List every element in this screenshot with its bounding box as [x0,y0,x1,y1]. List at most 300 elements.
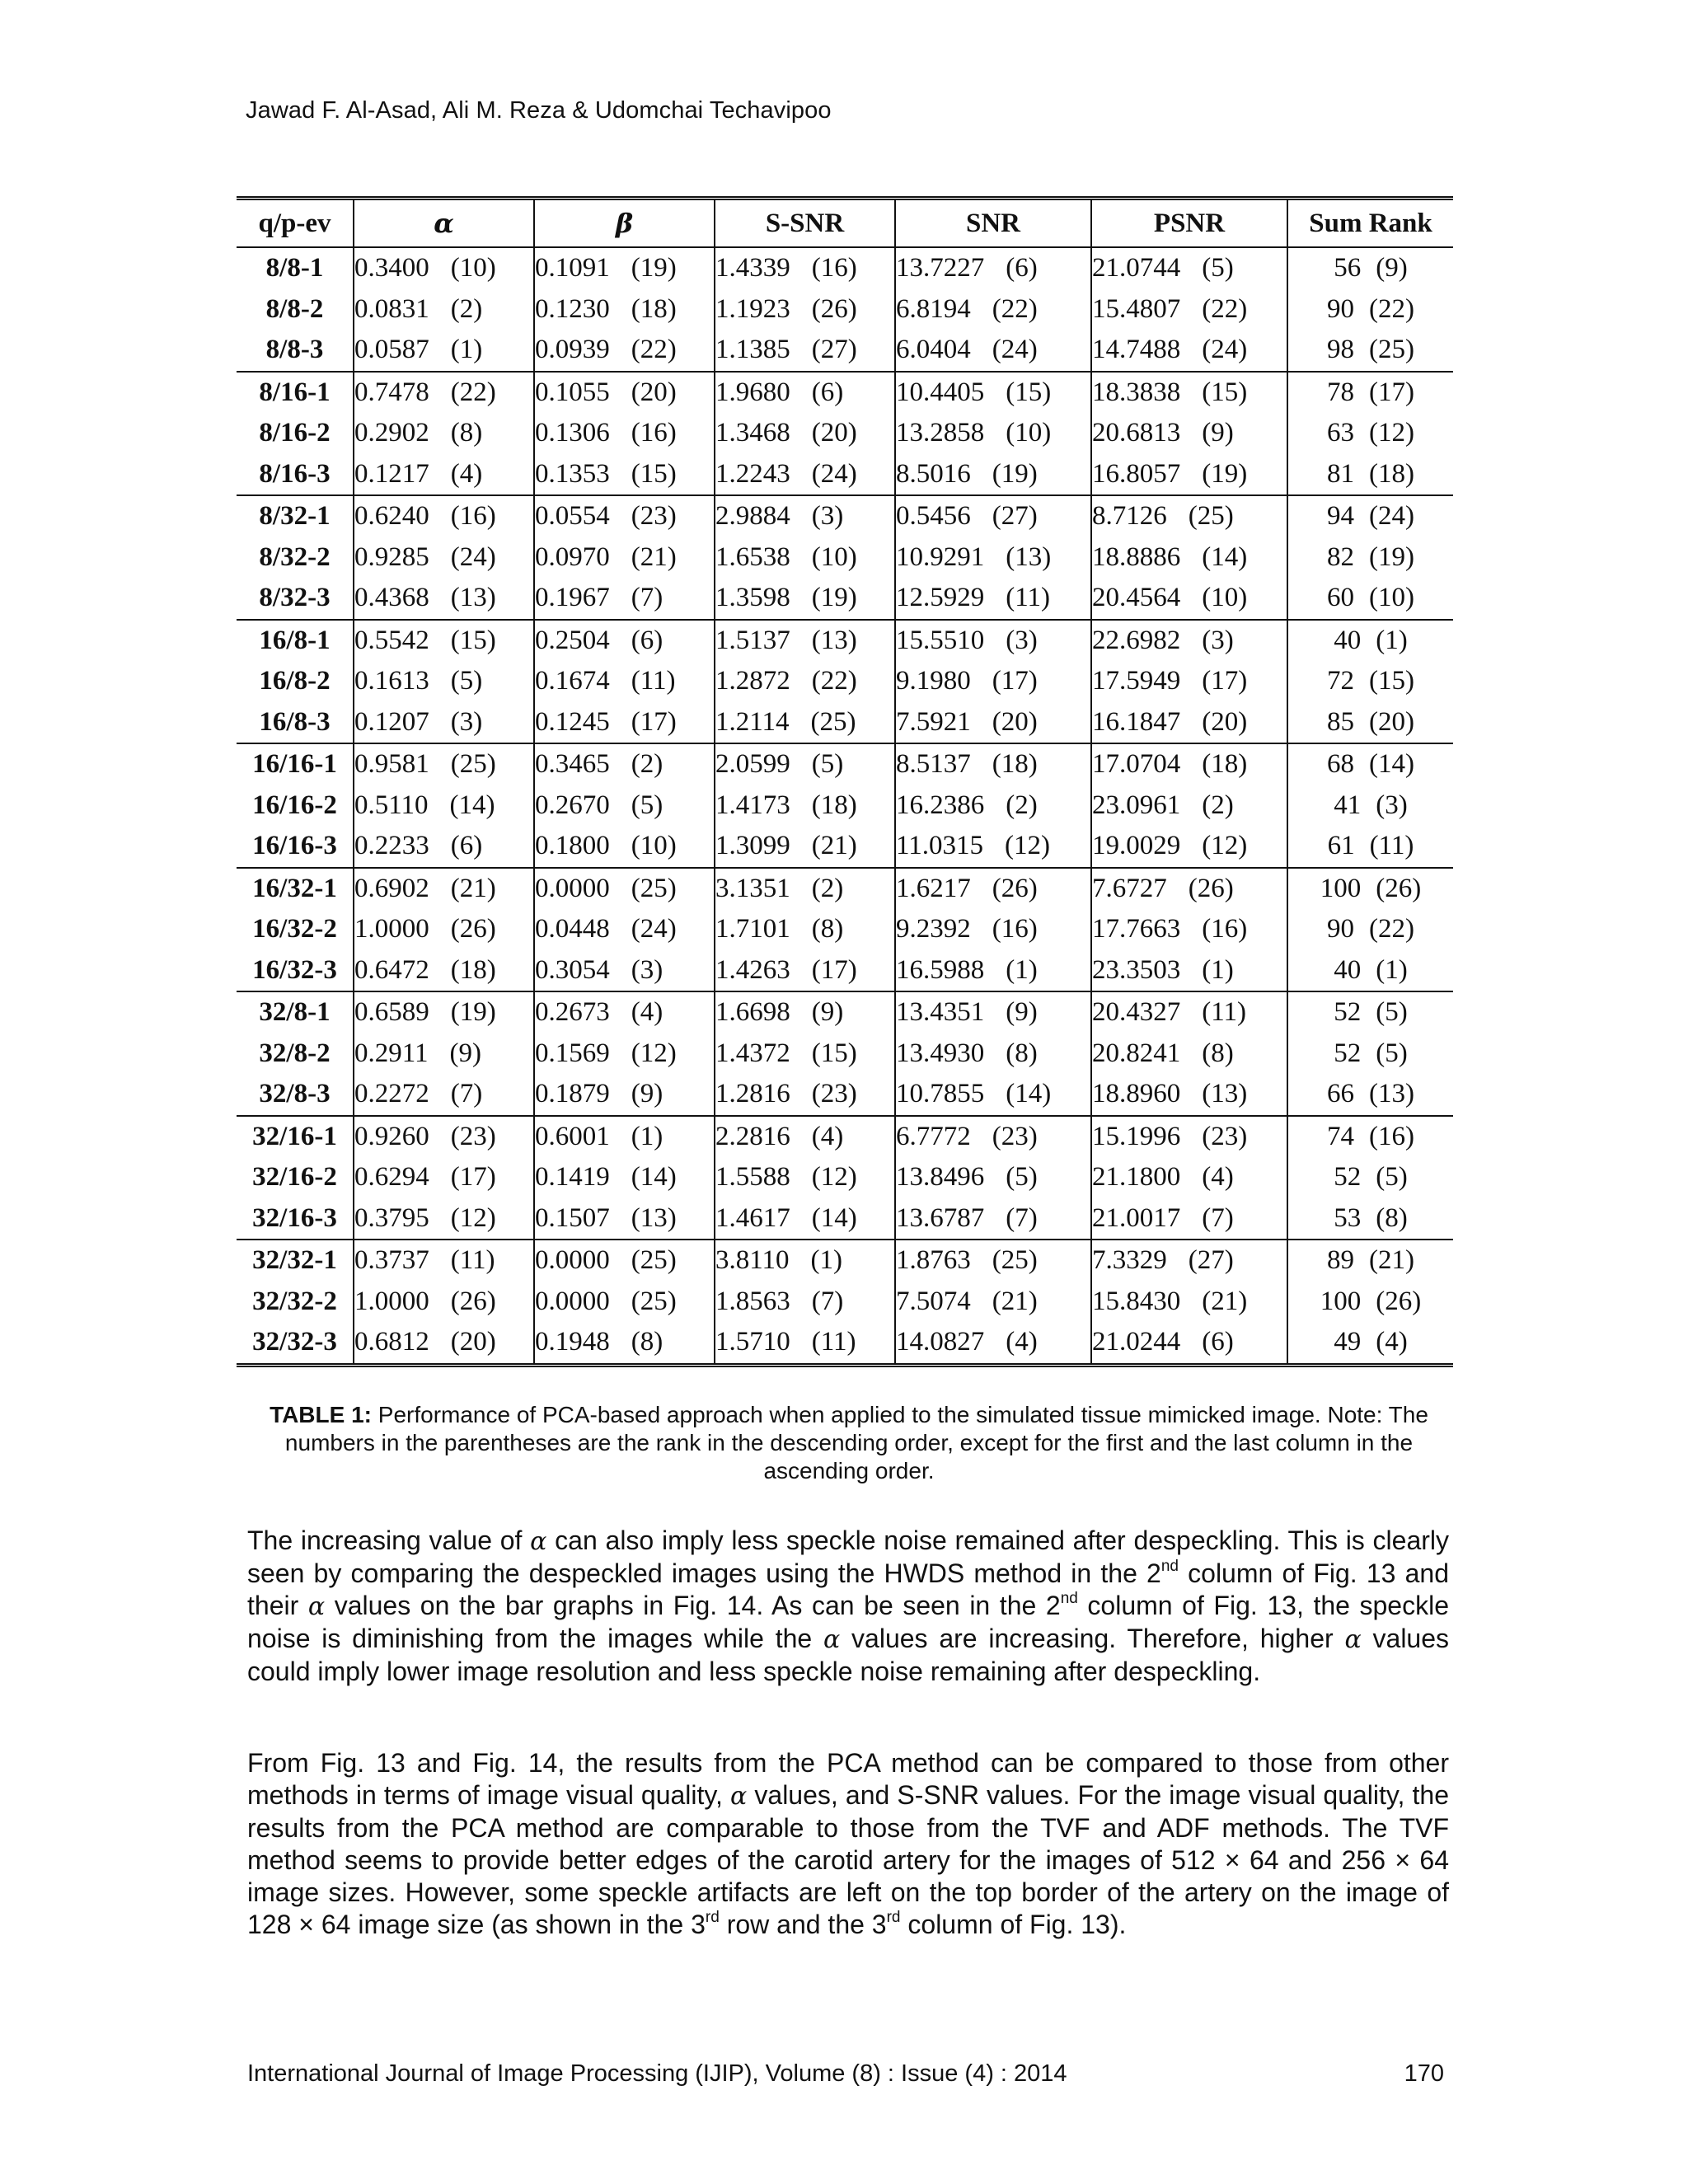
s-snr-cell [715,950,895,992]
cell-value: 89 [1327,1245,1354,1276]
row-label: 8/16-1 [237,372,354,414]
cell-value: 1.3099 [715,831,790,861]
row-label: 16/32-3 [252,954,337,985]
snr-cell [895,950,1091,992]
cell-rank: (18) [811,790,857,820]
row-label: 16/32-1 [237,868,354,910]
row-label: 32/8-1 [237,991,354,1033]
cell-value: 1.5137 [715,625,790,655]
cell-rank: (6) [450,831,483,861]
table-row [237,1116,1453,1158]
psnr-cell [1091,661,1287,702]
cell-value: 40 [1334,625,1362,655]
cell-value: 0.1217 [354,458,429,489]
journal-citation: International Journal of Image Processing (IJIP), Volume (8) : Issue (4) : 2014 [247,2060,1067,2087]
sum-rank-cell [1287,743,1453,785]
cell-rank: (21) [1202,1286,1248,1316]
sum-rank-cell [1287,1074,1453,1116]
sum-rank-cell [1287,289,1453,330]
col-header-sum-rank: Sum Rank [1287,199,1453,248]
sum-rank-cell [1287,826,1453,868]
snr-cell [895,1116,1091,1158]
table-row [237,1240,1453,1282]
cell-value: 7.5074 [896,1286,971,1316]
cell-rank: (2) [1202,790,1234,820]
beta-cell [534,1157,715,1198]
cell-rank: (15) [1202,377,1248,407]
superscript-nd: nd [1160,1558,1179,1575]
cell-rank: (23) [631,501,677,532]
snr-cell [895,868,1091,910]
s-snr-cell [715,1282,895,1323]
cell-value: 78 [1327,377,1354,407]
cell-rank: (5) [1376,1038,1408,1068]
cell-rank: (14) [1202,541,1248,572]
snr-cell [895,909,1091,950]
col-header-beta [534,199,715,248]
cell-value: 49 [1334,1327,1362,1357]
table-row [237,1157,1453,1198]
snr-cell [895,702,1091,744]
cell-rank: (8) [631,1327,663,1357]
s-snr-cell [715,743,895,785]
cell-rank: (22) [1202,293,1248,324]
cell-value: 0.0831 [354,293,429,324]
cell-rank: (4) [1376,1327,1408,1357]
cell-value: 2.2816 [715,1121,790,1151]
cell-value: 1.0000 [354,914,429,944]
cell-rank: (10) [631,831,677,861]
cell-value: 0.0000 [535,1286,610,1316]
cell-value: 0.2911 [354,1038,429,1068]
alpha-cell [354,1074,534,1116]
table-row [237,413,1453,454]
cell-rank: (26) [1376,1286,1422,1316]
cell-value: 0.9260 [354,1121,429,1151]
psnr-cell [1091,495,1287,537]
table-caption [247,1401,1451,1485]
cell-rank: (5) [1376,997,1408,1028]
alpha-symbol: α [307,1592,326,1621]
cell-value: 0.3737 [354,1245,429,1276]
cell-value: 1.0000 [354,1286,429,1316]
snr-cell [895,454,1091,496]
cell-value: 1.9680 [715,377,790,407]
cell-rank: (23) [1202,1121,1248,1151]
cell-rank: (24) [992,335,1038,365]
cell-value: 3.8110 [715,1245,790,1276]
alpha-cell [354,991,534,1033]
cell-rank: (8) [1376,1202,1408,1233]
table-row [237,454,1453,496]
cell-rank: (11) [811,1327,856,1357]
cell-value: 14.7488 [1092,335,1181,365]
snr-cell [895,1282,1091,1323]
cell-value: 0.1879 [535,1079,610,1109]
cell-rank: (14) [449,790,495,820]
cell-rank: (8) [811,914,844,944]
cell-value: 0.3795 [354,1202,429,1233]
cell-rank: (10) [1006,418,1052,448]
cell-value: 0.1967 [535,583,610,613]
table-row [237,578,1453,620]
col-header-snr: SNR [895,199,1091,248]
cell-rank: (19) [1202,458,1248,489]
s-snr-cell [715,330,895,372]
beta-cell [534,495,715,537]
sum-rank-cell [1287,950,1453,992]
cell-value: 1.5588 [715,1162,790,1193]
cell-rank: (11) [1369,831,1414,861]
cell-value: 1.6538 [715,541,790,572]
cell-rank: (4) [811,1121,844,1151]
cell-value: 53 [1334,1202,1362,1233]
cell-value: 1.1923 [715,293,790,324]
cell-value: 1.4372 [715,1038,790,1068]
running-header: Jawad F. Al-Asad, Ali M. Reza & Udomchai Techavipoo [246,97,832,124]
s-snr-cell [715,1157,895,1198]
cell-rank: (24) [1369,501,1414,532]
s-snr-cell [715,247,895,289]
cell-rank: (22) [992,293,1038,324]
sum-rank-cell [1287,330,1453,372]
sum-rank-cell [1287,661,1453,702]
cell-rank: (3) [1202,625,1234,655]
table-row [237,743,1453,785]
cell-rank: (13) [450,583,496,613]
table-row [237,372,1453,414]
row-label: 32/8-2 [259,1038,331,1068]
col-header-alpha [354,199,534,248]
cell-rank: (1) [810,1245,843,1276]
col-header-qp-ev: q/p-ev [237,199,354,248]
cell-rank: (6) [811,377,844,407]
table-row [237,247,1453,289]
table-row [237,1074,1453,1116]
cell-value: 15.4807 [1092,293,1181,324]
cell-rank: (19) [811,583,857,613]
beta-cell [534,909,715,950]
alpha-cell [354,743,534,785]
cell-rank: (17) [631,706,677,737]
psnr-cell [1091,1240,1287,1282]
cell-rank: (17) [450,1162,496,1193]
cell-rank: (16) [1369,1121,1414,1151]
alpha-cell [354,909,534,950]
cell-rank: (1) [631,1121,663,1151]
snr-cell [895,578,1091,620]
beta-cell [534,785,715,827]
cell-rank: (3) [1376,790,1408,820]
cell-value: 0.0448 [535,914,610,944]
cell-rank: (10) [450,253,496,284]
cell-rank: (7) [450,1079,483,1109]
cell-value: 98 [1327,335,1354,365]
sum-rank-cell [1287,785,1453,827]
alpha-cell [354,620,534,662]
snr-cell [895,1198,1091,1240]
cell-rank: (9) [1006,997,1038,1028]
row-label: 16/8-3 [259,706,331,737]
cell-value: 6.7772 [896,1121,971,1151]
table-row [237,1282,1453,1323]
beta-symbol: β [615,207,634,239]
psnr-cell [1091,1157,1287,1198]
row-label: 8/8-2 [265,293,324,324]
cell-value: 21.0244 [1092,1327,1181,1357]
cell-value: 3.1351 [715,873,790,903]
cell-rank: (25) [992,1245,1038,1276]
s-snr-cell [715,413,895,454]
cell-rank: (10) [1202,583,1248,613]
beta-cell [534,1282,715,1323]
psnr-cell [1091,743,1287,785]
cell-rank: (2) [1006,790,1038,820]
cell-value: 20.6813 [1092,418,1181,448]
cell-rank: (23) [992,1121,1038,1151]
sum-rank-cell [1287,537,1453,579]
row-label: 16/16-3 [252,831,337,861]
p1-text-3: column of Fig. 13 and their [247,1558,1450,1620]
cell-rank: (6) [1006,253,1038,284]
table-row [237,785,1453,827]
snr-cell [895,1322,1091,1365]
sum-rank-cell [1287,413,1453,454]
s-snr-cell [715,1322,895,1365]
table-header-row [237,199,1453,248]
alpha-symbol: α [1344,1625,1362,1654]
cell-value: 68 [1327,749,1354,780]
sum-rank-cell [1287,909,1453,950]
cell-value: 56 [1334,253,1362,284]
cell-value: 6.8194 [896,293,971,324]
psnr-cell [1091,1074,1287,1116]
cell-rank: (4) [631,997,663,1028]
table-row [237,826,1453,868]
cell-value: 0.6589 [354,997,429,1028]
cell-rank: (13) [1006,541,1052,572]
caption-label: TABLE 1: [270,1402,372,1427]
cell-rank: (9) [811,997,844,1028]
cell-rank: (15) [631,458,677,489]
s-snr-cell [715,372,895,414]
cell-value: 8.5016 [896,458,971,489]
cell-value: 100 [1320,873,1362,903]
alpha-cell [354,1033,534,1075]
body-paragraph-2 [247,1747,1449,1941]
cell-rank: (5) [1006,1162,1038,1193]
cell-value: 0.2673 [535,997,610,1028]
p1-text-7: values could imply lower image resolution and less speckle noise remaining after despeckling. [247,1624,1450,1686]
cell-value: 21.0744 [1092,253,1181,284]
cell-rank: (18) [631,293,677,324]
cell-value: 20.4327 [1092,997,1181,1028]
cell-rank: (11) [1202,997,1247,1028]
cell-value: 1.8763 [896,1245,971,1276]
cell-value: 81 [1327,458,1354,489]
sum-rank-cell [1287,1198,1453,1240]
s-snr-cell [715,826,895,868]
cell-rank: (15) [811,1038,857,1068]
cell-rank: (13) [1369,1079,1414,1109]
cell-rank: (24) [631,914,677,944]
psnr-cell [1091,1198,1287,1240]
snr-cell [895,991,1091,1033]
sum-rank-cell [1287,620,1453,662]
cell-rank: (8) [450,418,483,448]
cell-value: 82 [1327,541,1354,572]
superscript-rd: rd [705,1909,720,1926]
cell-rank: (23) [811,1079,857,1109]
table-body [237,247,1453,1365]
psnr-cell [1091,950,1287,992]
cell-rank: (12) [1369,418,1414,448]
cell-rank: (27) [811,335,857,365]
row-label: 8/8-1 [265,253,324,284]
alpha-cell [354,1116,534,1158]
cell-rank: (4) [450,458,483,489]
alpha-cell [354,413,534,454]
cell-value: 52 [1334,997,1362,1028]
cell-rank: (21) [1369,1245,1414,1276]
row-label: 32/16-2 [252,1162,337,1193]
s-snr-cell [715,289,895,330]
alpha-symbol: α [730,1782,748,1811]
cell-value: 66 [1327,1079,1354,1109]
cell-rank: (6) [1202,1327,1234,1357]
cell-rank: (26) [450,1286,496,1316]
s-snr-cell [715,702,895,744]
cell-value: 9.1980 [896,666,971,696]
cell-rank: (9) [631,1079,663,1109]
row-label: 32/32-2 [252,1286,337,1316]
alpha-cell [354,950,534,992]
sum-rank-cell [1287,495,1453,537]
alpha-cell [354,661,534,702]
cell-value: 1.5710 [715,1327,790,1357]
cell-rank: (3) [1006,625,1038,655]
sum-rank-cell [1287,454,1453,496]
sum-rank-cell [1287,1157,1453,1198]
s-snr-cell [715,537,895,579]
alpha-symbol: α [434,207,454,239]
cell-rank: (26) [992,873,1038,903]
psnr-cell [1091,372,1287,414]
psnr-cell [1091,247,1287,289]
cell-value: 1.6698 [715,997,790,1028]
beta-cell [534,868,715,910]
cell-value: 23.3503 [1092,954,1181,985]
psnr-cell [1091,1033,1287,1075]
cell-rank: (2) [811,873,844,903]
beta-cell [534,1198,715,1240]
cell-value: 1.1385 [715,335,790,365]
times-symbol: × [1224,1845,1240,1875]
cell-value: 1.2114 [715,706,790,737]
snr-cell [895,289,1091,330]
cell-value: 13.7227 [896,253,985,284]
sum-rank-cell [1287,1322,1453,1365]
snr-cell [895,537,1091,579]
results-table [237,196,1453,1367]
beta-cell [534,247,715,289]
cell-value: 2.0599 [715,749,790,780]
s-snr-cell [715,620,895,662]
cell-rank: (4) [1006,1327,1038,1357]
cell-value: 17.0704 [1092,749,1181,780]
alpha-cell [354,537,534,579]
sum-rank-cell [1287,1033,1453,1075]
cell-rank: (9) [449,1038,482,1068]
cell-value: 0.1230 [535,293,610,324]
cell-rank: (10) [811,541,857,572]
cell-rank: (12) [811,1162,857,1193]
cell-value: 40 [1334,954,1362,985]
cell-value: 0.6001 [535,1121,610,1151]
beta-cell [534,826,715,868]
alpha-cell [354,330,534,372]
cell-rank: (1) [450,335,483,365]
psnr-cell [1091,454,1287,496]
cell-value: 0.0000 [535,1245,610,1276]
beta-cell [534,950,715,992]
cell-rank: (12) [1202,831,1248,861]
cell-value: 10.9291 [896,541,985,572]
cell-rank: (11) [450,1245,495,1276]
psnr-cell [1091,909,1287,950]
cell-value: 0.1674 [535,666,610,696]
cell-value: 2.9884 [715,501,790,532]
row-label: 8/32-3 [259,583,331,613]
cell-rank: (21) [992,1286,1038,1316]
sum-rank-cell [1287,991,1453,1033]
cell-value: 1.4617 [715,1202,790,1233]
cell-rank: (20) [1202,706,1248,737]
cell-rank: (7) [1202,1202,1234,1233]
cell-rank: (3) [631,954,663,985]
beta-cell [534,1322,715,1365]
s-snr-cell [715,785,895,827]
cell-value: 0.0939 [535,335,610,365]
alpha-cell [354,1157,534,1198]
cell-value: 90 [1327,293,1354,324]
cell-rank: (23) [450,1121,496,1151]
cell-value: 20.4564 [1092,583,1181,613]
superscript-nd: nd [1060,1590,1078,1607]
cell-value: 0.1800 [535,831,610,861]
cell-value: 0.6812 [354,1327,429,1357]
p1-text-6: values are increasing. Therefore, higher [840,1624,1345,1653]
cell-rank: (5) [811,749,844,780]
alpha-cell [354,495,534,537]
cell-rank: (7) [811,1286,844,1316]
cell-value: 1.4263 [715,954,790,985]
cell-rank: (22) [631,335,677,365]
cell-rank: (8) [1202,1038,1234,1068]
cell-rank: (20) [992,706,1038,737]
table-row [237,1198,1453,1240]
row-label: 32/16-3 [252,1202,337,1233]
cell-rank: (11) [631,666,676,696]
sum-rank-cell [1287,702,1453,744]
cell-rank: (17) [1202,666,1248,696]
psnr-cell [1091,1282,1287,1323]
times-symbol: × [298,1910,314,1939]
p1-text-4: values on the bar graphs in Fig. 14. As can be seen in the 2 [325,1591,1061,1620]
cell-value: 6.0404 [896,335,971,365]
cell-value: 1.8563 [715,1286,790,1316]
cell-value: 16.8057 [1092,458,1181,489]
